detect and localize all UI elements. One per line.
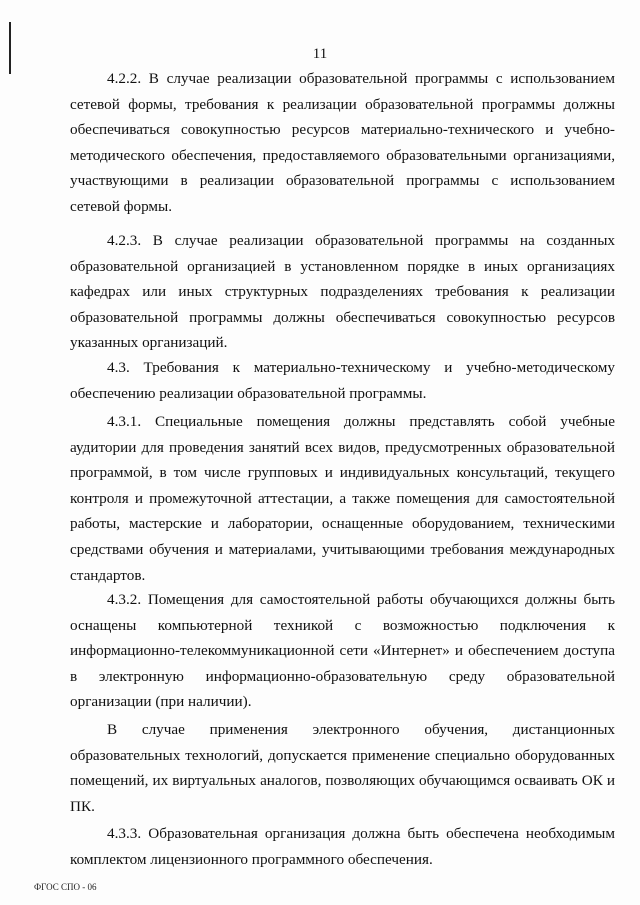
paragraph-4-3: 4.3. Требования к материально-техническому и учебно-методическому обеспечению реализации образовательной программы. bbox=[70, 359, 615, 402]
paragraph-4-2-2: 4.2.2. В случае реализации образовательной программы с использованием сетевой формы, требования к реализации образовательной программы должны обеспечиваться совокупностью ресурсов материально-технического и учебно-методического обеспечения, предоставляемого образовательными организациями, участвующими в реализации образовательной программы с использованием сетевой формы. bbox=[70, 70, 615, 215]
paragraph-4-3-1: 4.3.1. Специальные помещения должны представлять собой учебные аудитории для проведения занятий всех видов, предусмотренных образовательной программой, в том числе групповых и индивидуальных консультаций, текущего контроля и промежуточной аттестации, а также помещения для самостоятельной работы, мастерские и лаборатории, оснащенные оборудованием, техническими средствами обучения и материалами, учитывающими требования международных стандартов. bbox=[70, 413, 615, 584]
paragraph-4-3-2: 4.3.2. Помещения для самостоятельной работы обучающихся должны быть оснащены компьютерной техникой с возможностью подключения к информационно-телекоммуникационной сети «Интернет» и обеспечением доступа в электронную информационно-образовательную среду образовательной организации (при наличии). bbox=[70, 591, 615, 711]
paragraph-e-learning: В случае применения электронного обучения, дистанционных образовательных технологий, допускается применение специально оборудованных помещений, их виртуальных аналогов, позволяющих обучающимся осваивать ОК и ПК. bbox=[70, 721, 615, 815]
paragraph-4-2-3: 4.2.3. В случае реализации образовательной программы на созданных образовательной организацией в установленном порядке в иных организациях кафедрах или иных структурных подразделениях требования к реализации образовательной программы должны обеспечиваться совокупностью ресурсов указанных организаций. bbox=[70, 232, 615, 352]
page-number: 11 bbox=[312, 46, 328, 62]
page-footer: ФГОС СПО - 06 bbox=[34, 882, 97, 892]
paragraph-4-3-3: 4.3.3. Образовательная организация должна быть обеспечена необходимым комплектом лицензионного программного обеспечения. bbox=[70, 825, 615, 868]
